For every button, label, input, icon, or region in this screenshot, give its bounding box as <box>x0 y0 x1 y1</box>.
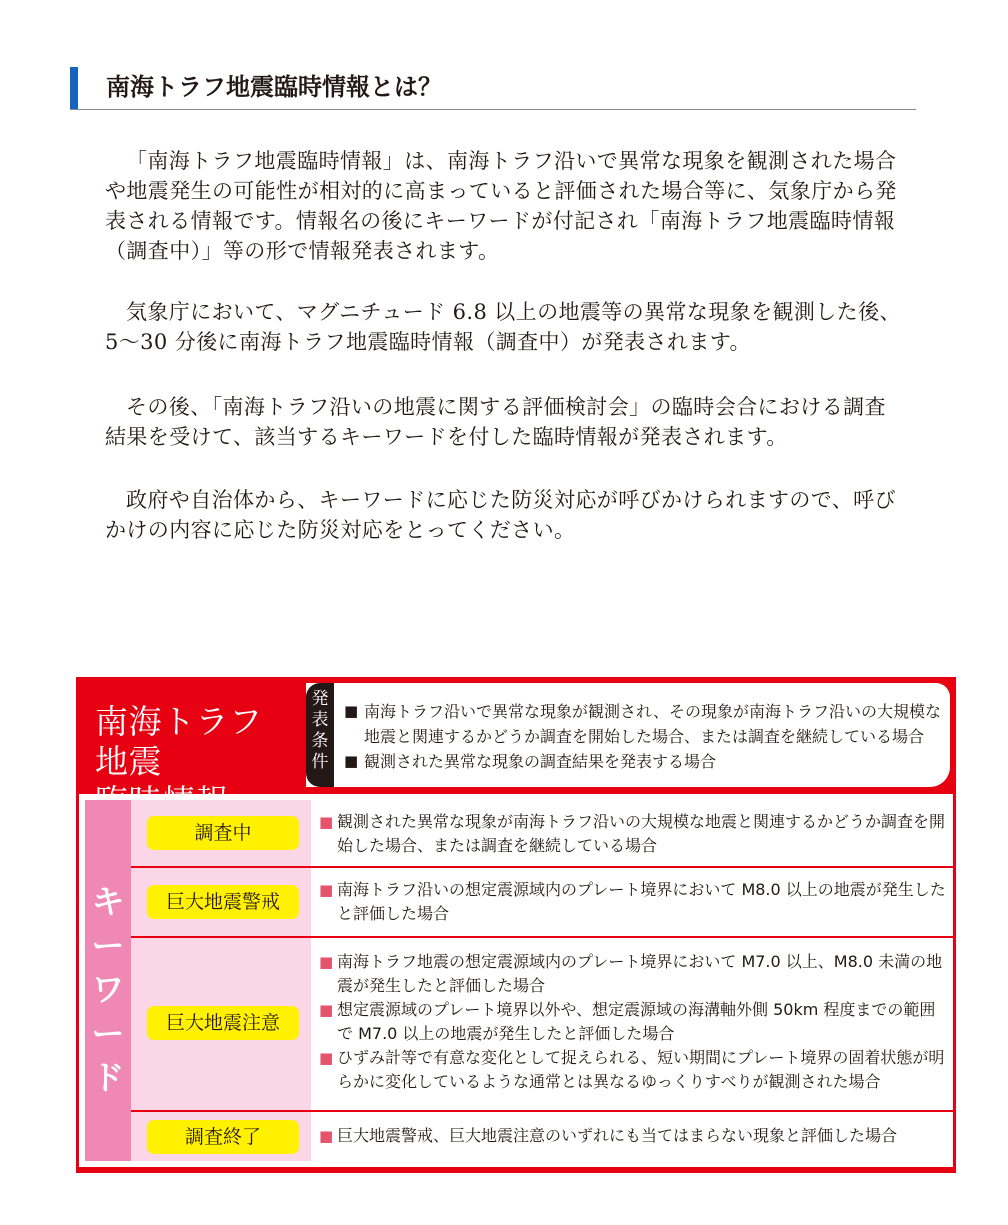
keyword-side-label <box>85 800 131 1161</box>
keyword-item-text: 観測された異常な現象が南海トラフ沿いの大規模な地震と関連するかどうか調査を開始した場合、または調査を継続している場合 <box>337 812 946 855</box>
condition-item <box>344 699 944 749</box>
keyword-row-chosachu <box>131 800 953 868</box>
square-bullet-icon: ■ <box>319 1127 334 1145</box>
square-bullet-icon: ■ <box>319 953 334 971</box>
condition-label-char: 発 <box>311 689 329 709</box>
keyword-item-text: ひずみ計等で有意な変化として捉えられる、短い期間にプレート境界の固着状態が明らかに変化しているような通常とは異なるゆっくりすべりが観測された場合 <box>337 1048 945 1091</box>
page-title: 南海トラフ地震臨時情報とは？ <box>106 73 442 101</box>
keyword-badge: 調査中 <box>147 816 299 850</box>
box-title: 南海トラフ地震 <box>95 702 263 781</box>
keyword-side-char: ワ <box>91 970 125 1009</box>
square-bullet-icon: ■ <box>344 752 359 770</box>
square-bullet-icon: ■ <box>319 881 334 899</box>
condition-label <box>306 683 334 787</box>
heading-accent-bar <box>70 67 78 109</box>
keyword-side-char: ド <box>91 1058 125 1097</box>
section-heading <box>70 67 916 110</box>
keyword-items <box>319 878 949 926</box>
keyword-table <box>79 794 953 1167</box>
condition-label-char: 条 <box>311 731 329 751</box>
keyword-side-char: キ <box>91 882 125 921</box>
info-box <box>76 677 956 1173</box>
keyword-row-keikai <box>131 868 953 938</box>
keyword-badge: 巨大地震注意 <box>147 1006 299 1040</box>
keyword-items <box>319 950 949 1094</box>
square-bullet-icon: ■ <box>319 1001 334 1019</box>
keyword-item-text: 南海トラフ沿いの想定震源域内のプレート境界において M8.0 以上の地震が発生したと評価した場合 <box>337 880 946 923</box>
keyword-item <box>319 1046 949 1094</box>
keyword-item <box>319 998 949 1046</box>
condition-panel <box>306 683 950 787</box>
paragraph-response: 政府や自治体から、キーワードに応じた防災対応が呼びかけられますので、呼びかけの内容に応じた防災対応をとってください。 <box>105 488 896 542</box>
keyword-item-text: 南海トラフ地震の想定震源域内のプレート境界において M7.0 以上、M8.0 未満の地震が発生したと評価した場合 <box>337 952 943 995</box>
condition-label-char: 表 <box>311 710 329 730</box>
keyword-item-text: 想定震源域のプレート境界以外や、想定震源域の海溝軸外側 50km 程度までの範囲で M7.0 以上の地震が発生したと評価した場合 <box>337 1000 936 1043</box>
keyword-side-char: ー <box>91 926 125 965</box>
condition-item <box>344 749 944 774</box>
keyword-items <box>319 810 949 858</box>
keyword-row-chui <box>131 938 953 1112</box>
condition-text: 観測された異常な現象の調査結果を発表する場合 <box>364 752 717 771</box>
keyword-row-shuryo <box>131 1112 953 1161</box>
paragraph-timing: 気象庁において、マグニチュード 6.8 以上の地震等の異常な現象を観測した後、5〜30 分後に南海トラフ地震臨時情報（調査中）が発表されます。 <box>105 300 901 354</box>
keyword-badge: 巨大地震警戒 <box>147 885 299 919</box>
condition-text: 南海トラフ沿いで異常な現象が観測され、その現象が南海トラフ沿いの大規模な地震と関連するかどうか調査を開始した場合、または調査を継続している場合 <box>364 702 941 746</box>
keyword-badge: 調査終了 <box>147 1120 299 1154</box>
square-bullet-icon: ■ <box>319 813 334 831</box>
condition-list <box>344 699 944 774</box>
keyword-item <box>319 1124 949 1148</box>
keyword-item <box>319 950 949 998</box>
keyword-item <box>319 878 949 926</box>
paragraph-evaluation: その後、「南海トラフ沿いの地震に関する評価検討会」の臨時会合における調査結果を受けて、該当するキーワードを付した臨時情報が発表されます。 <box>105 395 886 449</box>
keyword-item <box>319 810 949 858</box>
keyword-items <box>319 1124 949 1148</box>
paragraph-intro: 「南海トラフ地震臨時情報」は、南海トラフ沿いで異常な現象を観測された場合や地震発生の可能性が相対的に高まっていると評価された場合等に、気象庁から発表される情報です。情報名の後にキーワードが付記され「南海トラフ地震臨時情報（調査中）」等の形で情報発表されます。 <box>105 149 897 263</box>
keyword-item-text: 巨大地震警戒、巨大地震注意のいずれにも当てはまらない現象と評価した場合 <box>337 1126 898 1145</box>
keyword-side-char: ー <box>91 1014 125 1053</box>
condition-label-char: 件 <box>311 752 329 772</box>
square-bullet-icon: ■ <box>319 1049 334 1067</box>
square-bullet-icon: ■ <box>344 702 359 720</box>
